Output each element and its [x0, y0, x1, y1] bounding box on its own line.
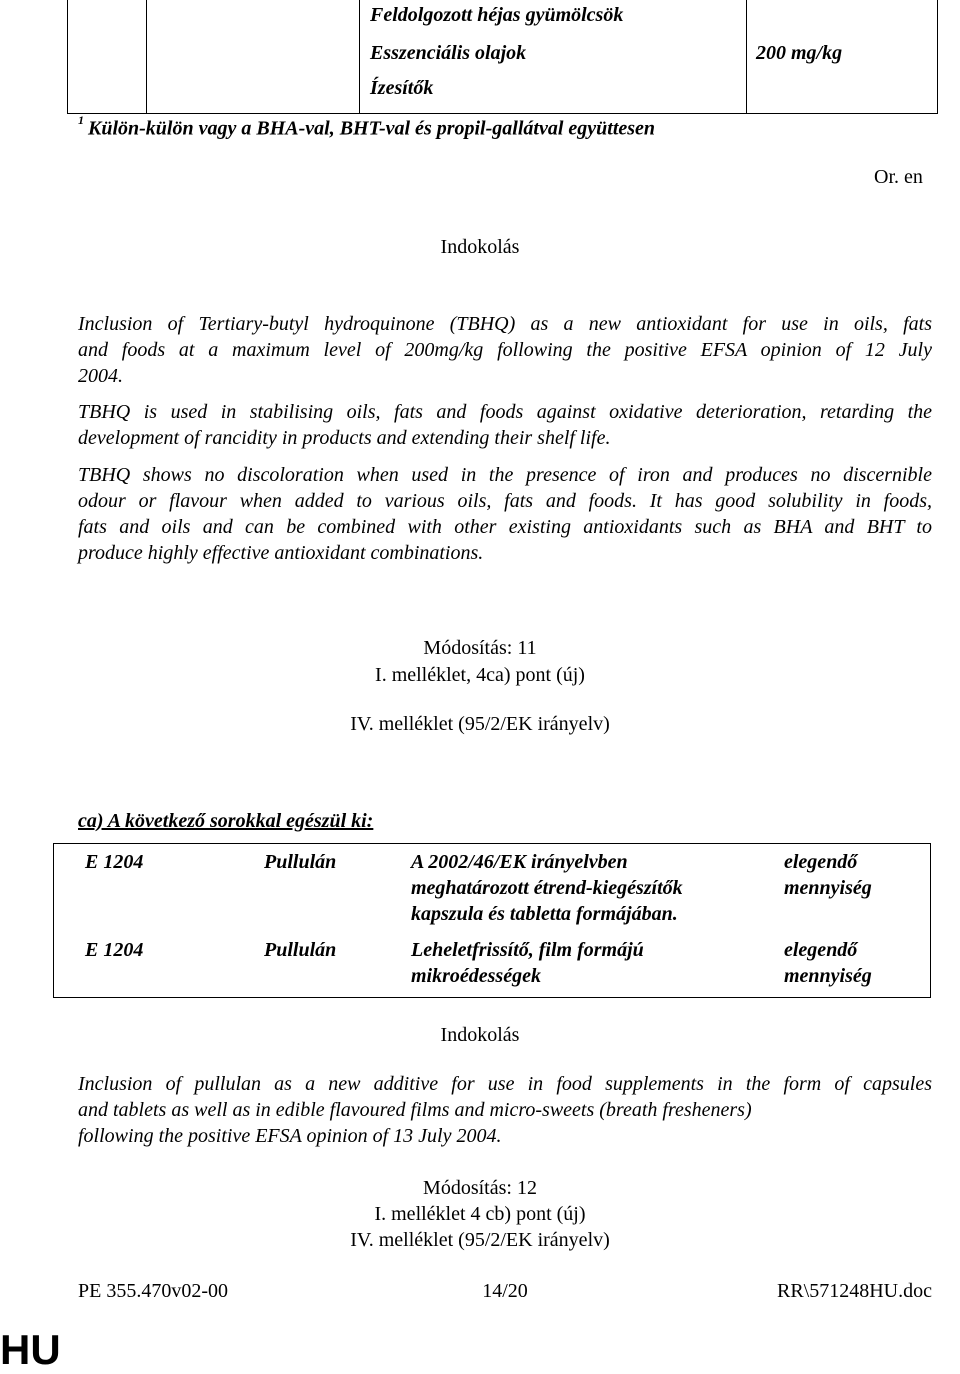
table-cell: Feldolgozott héjas gyümölcsök: [370, 4, 624, 26]
page-footer: [78, 1280, 932, 1306]
e-number-cell: E 1204: [85, 851, 144, 873]
amendment-directive-line: IV. melléklet (95/2/EK irányelv): [350, 713, 610, 735]
top-table: [67, 0, 938, 114]
paragraph-line: and foods at a maximum level of 200mg/kg following the positive EFSA opinion of 12 July: [78, 339, 932, 361]
amendment-annex-line: I. melléklet, 4ca) pont (új): [375, 664, 585, 686]
paragraph-line: Inclusion of Tertiary-butyl hydroquinone (TBHQ) as a new antioxidant for use in oils, fats: [78, 313, 932, 335]
paragraph-line: following the positive EFSA opinion of 13 July 2004.: [78, 1125, 502, 1147]
table-cell: Esszenciális olajok: [370, 42, 527, 64]
paragraph-line: Inclusion of pullulan as a new additive for use in food supplements in the form of capsules: [78, 1073, 932, 1095]
amendment-title: Módosítás: 12: [423, 1177, 537, 1199]
footnote-mark: 1: [78, 113, 84, 127]
amendment-directive-line: IV. melléklet (95/2/EK irányelv): [350, 1229, 610, 1251]
level-cell: [784, 849, 872, 901]
justification-paragraph: [78, 399, 932, 451]
paragraph-line: odour or flavour when added to various oils, fats and foods. It has good solubility in foods,: [78, 490, 932, 512]
level-line: mennyiség: [784, 965, 872, 987]
amendment-heading: ca) A következő sorokkal egészül ki:: [78, 810, 374, 832]
footnote-text: Külön-külön vagy a BHA-val, BHT-val és propil-gallátval együttesen: [88, 117, 656, 140]
paragraph-line: 2004.: [78, 365, 123, 387]
level-line: elegendő: [784, 851, 858, 873]
use-cell: [411, 937, 644, 989]
table-border: [746, 0, 747, 114]
table-border: [67, 113, 938, 114]
amendment-annex-line: I. melléklet 4 cb) pont (új): [374, 1203, 586, 1225]
table-border: [146, 0, 147, 114]
substance-name-cell: Pullulán: [264, 851, 337, 873]
max-level-cell: 200 mg/kg: [756, 42, 843, 64]
language-code: HU: [0, 1326, 61, 1373]
use-line: meghatározott étrend-kiegészítők: [411, 877, 683, 899]
justification-paragraph: [78, 311, 932, 389]
table-border: [937, 0, 938, 114]
paragraph-line: produce highly effective antioxidant combinations.: [78, 542, 484, 564]
level-line: mennyiség: [784, 877, 872, 899]
level-cell: [784, 937, 872, 989]
substance-table: [53, 843, 931, 998]
use-line: mikroédességek: [411, 965, 541, 987]
document-filename: RR\571248HU.doc: [777, 1280, 932, 1302]
table-border: [359, 0, 360, 114]
original-language: Or. en: [874, 166, 923, 188]
amendment-title: Módosítás: 11: [423, 637, 537, 659]
page-number: 14/20: [482, 1280, 528, 1302]
substance-name-cell: Pullulán: [264, 939, 337, 961]
document-reference: PE 355.470v02-00: [78, 1280, 228, 1302]
e-number-cell: E 1204: [85, 939, 144, 961]
use-cell: [411, 849, 683, 927]
use-line: kapszula és tabletta formájában.: [411, 903, 678, 925]
use-line: A 2002/46/EK irányelvben: [411, 851, 628, 873]
table-border: [67, 0, 68, 114]
justification-paragraph: [78, 1071, 932, 1149]
paragraph-line: TBHQ shows no discoloration when used in the presence of iron and produces no discernible: [78, 464, 932, 486]
paragraph-line: TBHQ is used in stabilising oils, fats and foods against oxidative deterioration, retarding the: [78, 401, 932, 423]
justification-title: Indokolás: [440, 236, 520, 258]
paragraph-line: and tablets as well as in edible flavoured films and micro-sweets (breath fresheners): [78, 1099, 752, 1121]
paragraph-line: development of rancidity in products and extending their shelf life.: [78, 427, 611, 449]
justification-paragraph: [78, 462, 932, 566]
table-cell: Ízesítők: [370, 77, 434, 99]
use-line: Leheletfrissítő, film formájú: [411, 939, 644, 961]
footnote: [78, 113, 656, 141]
justification-title: Indokolás: [440, 1024, 520, 1046]
paragraph-line: fats and oils and can be combined with other existing antioxidants such as BHA and BHT to: [78, 516, 932, 538]
level-line: elegendő: [784, 939, 858, 961]
